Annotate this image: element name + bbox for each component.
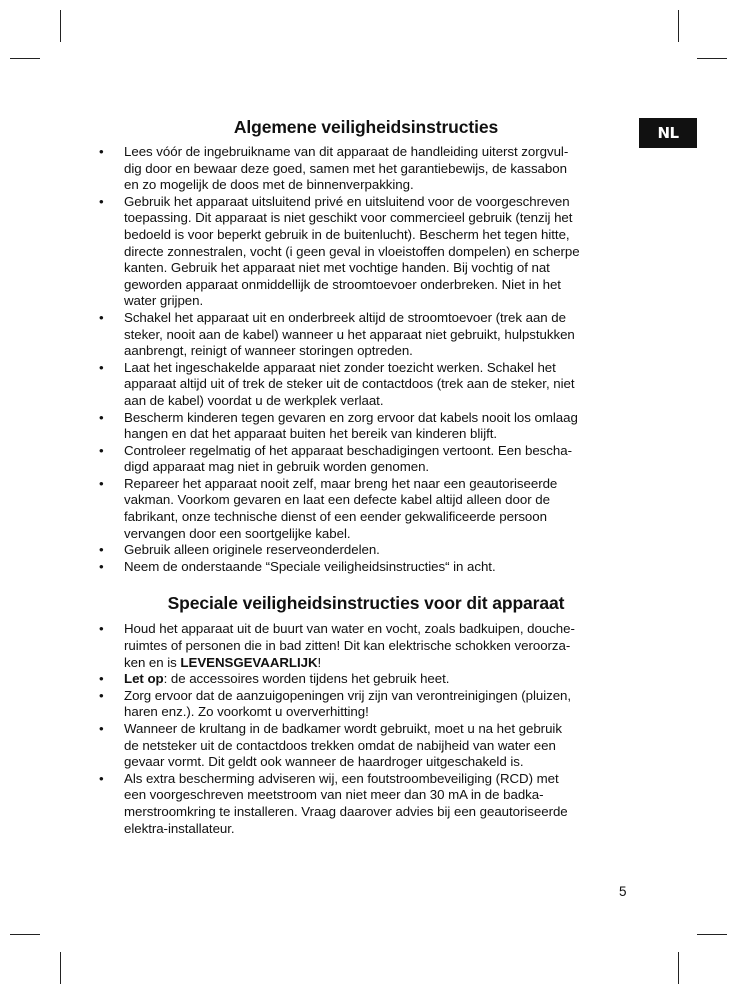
crop-mark-top-left-h [10, 58, 40, 59]
crop-mark-bottom-left-h [10, 934, 40, 935]
list-item: • Repareer het apparaat nooit zelf, maar breng het naar een geautoriseerde vakman. Voorkom gevaren en laat een defecte kabel altijd alleen door de fabrikant, onze technische dienst of een eender gekwalificeerde persoon vervangen door een soortgelijke kabel. [99, 475, 558, 541]
caution-label: Let op [124, 671, 164, 687]
list-item: • Houd het apparaat uit de buurt van water en vocht, zoals badkuipen, douche- ruimtes of personen die in bad zitten! Dit kan elektrische schokken veroorza- ken en is LEVENSGEVAARLIJK! [99, 621, 575, 670]
list-item: • Als extra bescherming adviseren wij, een foutstroombeveiliging (RCD) met een voorgeschreven meetstroom van niet meer dan 30 mA in de badka- merstroomkring te installeren. Vraag daarover advies bij een geautoriseerde elektra-installateur. [99, 770, 568, 836]
section1-list [96, 144, 636, 575]
language-tab: NL [639, 118, 697, 148]
list-item: • Lees vóór de ingebruikname van dit apparaat de handleiding uiterst zorgvul- dig door en bewaar deze goed, samen met het garantiebewijs, de kassabon en zo mogelijk de doos met de binnenverpakking. [99, 144, 569, 193]
crop-mark-top-left [60, 10, 61, 42]
list-item: • Gebruik alleen originele reserveonderdelen. [99, 542, 380, 558]
list-item: • Gebruik het apparaat uitsluitend privé en uitsluitend voor de voorgeschreven toepassing. Dit apparaat is niet geschikt voor commercieel gebruik (tenzij het bedoeld is voor beperkt gebruik in de buitenlucht). Bescherm het tegen hitte, directe zonnestralen, vocht (i geen geval in vloeistoffen dompelen) en scherpe kanten. Gebruik het apparaat niet met vochtige handen. Bij vochtig of nat geworden apparaat onmiddellijk de stroomtoevoer onderbreken. Niet in het water grijpen. [99, 193, 580, 309]
page-number: 5 [619, 884, 627, 899]
section2-title: Speciale veiligheidsinstructies voor dit apparaat [167, 593, 565, 614]
list-item: • Controleer regelmatig of het apparaat beschadigingen vertoont. Een bescha- digd apparaat mag niet in gebruik worden genomen. [99, 442, 572, 475]
warning-emphasis: LEVENSGEVAARLIJK [180, 654, 318, 670]
crop-mark-top-right [678, 10, 679, 42]
list-item: • Laat het ingeschakelde apparaat niet zonder toezicht werken. Schakel het apparaat altijd uit of trek de steker uit de contactdoos (trek aan de steker, niet aan de kabel) voordat u de werkplek verlaat. [99, 359, 575, 408]
list-item: • Neem de onderstaande “Speciale veiligheidsinstructies“ in acht. [99, 558, 496, 574]
list-item: • Bescherm kinderen tegen gevaren en zorg ervoor dat kabels nooit los omlaag hangen en dat het apparaat buiten het bereik van kinderen blijft. [99, 409, 578, 442]
list-item: • Zorg ervoor dat de aanzuigopeningen vrij zijn van verontreinigingen (pluizen, haren enz.). Zo voorkomt u oververhitting! [99, 687, 572, 720]
crop-mark-bottom-left [60, 952, 61, 984]
list-item: • Wanneer de krultang in de badkamer wordt gebruikt, moet u na het gebruik de netsteker uit de contactdoos trekken omdat de nabijheid van water een gevaar vormt. Dit geldt ook wanneer de haardroger uitgeschakeld is. [99, 721, 562, 770]
document-body [96, 116, 636, 837]
crop-mark-top-right-h [697, 58, 727, 59]
list-item: • Schakel het apparaat uit en onderbreek altijd de stroomtoevoer (trek aan de steker, nooit aan de kabel) wanneer u het apparaat niet gebruikt, hulpstukken aanbrengt, reinigt of wanneer storingen optreden. [99, 309, 575, 359]
crop-mark-bottom-right-h [697, 934, 727, 935]
list-item: • Let op: de accessoires worden tijdens het gebruik heet. [99, 671, 450, 687]
section1-title: Algemene veiligheidsinstructies [233, 117, 499, 137]
section2-list [96, 621, 636, 837]
crop-mark-bottom-right [678, 952, 679, 984]
